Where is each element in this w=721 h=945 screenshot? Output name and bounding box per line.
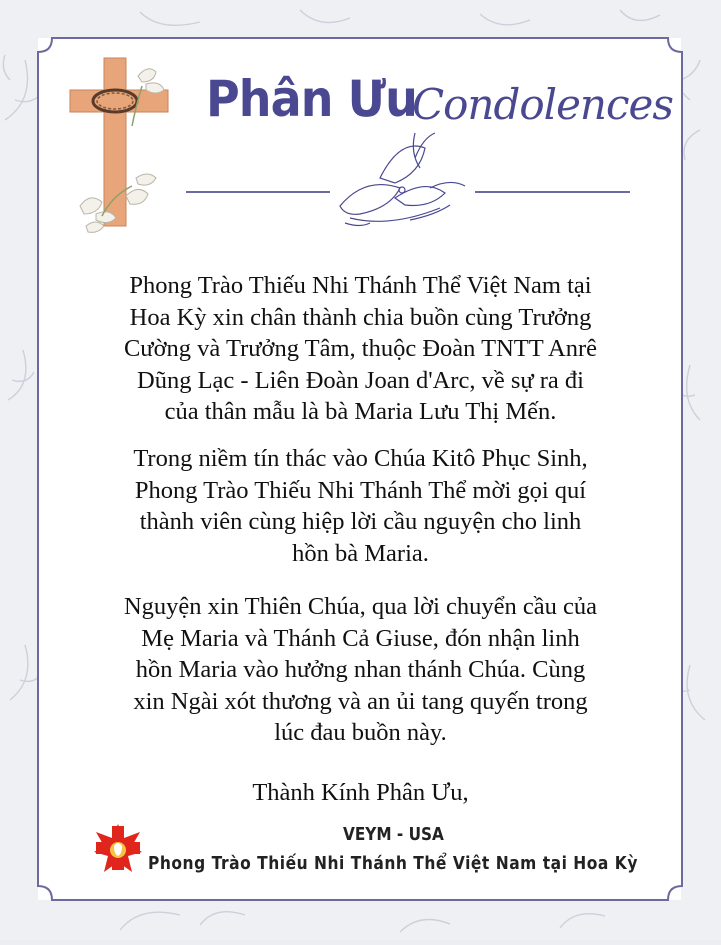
text-line: Phong Trào Thiếu Nhi Thánh Thể mời gọi quí	[134, 476, 587, 504]
text-line: Mẹ Maria và Thánh Cả Giuse, đón nhận linh	[141, 624, 580, 652]
header-ornament	[180, 128, 640, 238]
text-line: xin Ngài xót thương và an ủi tang quyến trong	[133, 687, 588, 715]
header-title: Phân Ưu	[206, 70, 418, 128]
paragraph-2	[80, 443, 641, 569]
closing-line: Thành Kính Phân Ưu,	[252, 779, 469, 806]
paragraph-3	[80, 591, 641, 749]
text-line: Hoa Kỳ xin chân thành chia buồn cùng Trưởng	[129, 303, 592, 331]
text-line: hồn Maria vào hưởng nhan thánh Chúa. Cùng	[135, 656, 586, 683]
text-line: hồn bà Maria.	[292, 539, 429, 567]
text-line: Cường và Trưởng Tâm, thuộc Đoàn TNTT Anrê	[123, 335, 598, 362]
text-line: lúc đau buồn này.	[274, 719, 447, 746]
text-line: của thân mẫu là bà Maria Lưu Thị Mến.	[164, 398, 557, 425]
paragraph-1	[80, 270, 641, 428]
text-line: Trong niềm tín thác vào Chúa Kitô Phục Sinh,	[133, 445, 588, 472]
text-line: thành viên cùng hiệp lời cầu nguyện cho linh	[139, 508, 582, 535]
footer-abbreviation: VEYM - USA	[343, 824, 444, 845]
veym-logo-icon	[92, 822, 144, 874]
text-line: Dũng Lạc - Liên Đoàn Joan d'Arc, về sự ra đi	[137, 366, 584, 394]
text-line: Phong Trào Thiếu Nhi Thánh Thể Việt Nam tại	[129, 272, 592, 299]
cross-icon	[66, 56, 178, 238]
text-line: Nguyện xin Thiên Chúa, qua lời chuyển cầu của	[123, 593, 598, 620]
header-script-title: Condolences	[412, 80, 673, 129]
footer-organization-name: Phong Trào Thiếu Nhi Thánh Thể Việt Nam tại Hoa Kỳ	[148, 853, 638, 874]
